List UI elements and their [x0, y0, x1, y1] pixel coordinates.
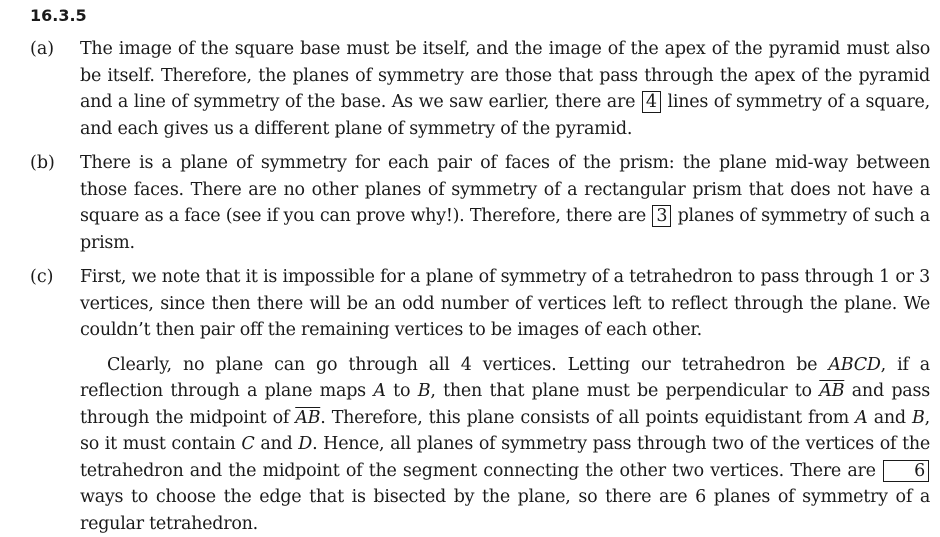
part-a-label: (a): [30, 36, 54, 63]
part-a-text-1: The image of the square base must be itself, and the image of the apex of the pyramid must also be itself. Therefore, the planes of symmetry are those that pass through the apex of the pyramid and a line of symmetry of the base. As we saw earlier, there are: [80, 39, 930, 112]
part-c-text-3: to: [393, 381, 410, 401]
part-c-text-6: . Therefore, this plane consists of all points equidistant from: [320, 408, 849, 428]
part-c-text-1: Clearly, no plane can go through all 4 vertices. Letting our tetrahedron be: [107, 355, 817, 375]
part-b-label: (b): [30, 150, 55, 177]
part-b-text-1: There is a plane of symmetry for each pair of faces of the prism: the plane mid-way between those faces. There are no other planes of symmetry of a rectangular prism that does not have a square as a face (see if you can prove why!). Therefore, there are: [80, 153, 930, 226]
vertex-b-2: B: [912, 408, 925, 428]
part-a: [30, 36, 930, 142]
vertex-b: B: [418, 381, 431, 401]
part-c-text-2: , if a reflection through a plane maps: [80, 355, 930, 402]
part-c-label: (c): [30, 264, 53, 291]
vertex-a: A: [373, 381, 385, 401]
tetrahedron-name: ABCD: [828, 355, 880, 375]
boxed-answer-c: 6: [883, 460, 929, 482]
boxed-answer-a: 4: [642, 91, 661, 113]
problem-number: 16.3.5: [30, 6, 930, 26]
vertex-c: C: [241, 434, 254, 454]
vertex-d: D: [298, 434, 312, 454]
part-c-text-8: , so it must contain: [80, 408, 930, 455]
part-b: [30, 150, 930, 256]
boxed-answer-b: 3: [652, 205, 671, 227]
vertex-a-2: A: [855, 408, 867, 428]
part-c-text-10: . Hence, all planes of symmetry pass through two of the vertices of the tetrahedron and the midpoint of the segment connecting the other two vertices. There are: [80, 434, 930, 481]
part-b-text: [80, 150, 930, 256]
part-c-paragraph-2: [80, 352, 930, 537]
part-c-text-7: and: [874, 408, 906, 428]
part-c-text-4: , then that plane must be perpendicular to: [430, 381, 812, 401]
segment-ab-2: $\overline{AB}$: [295, 408, 320, 428]
part-a-text-2: lines of symmetry of a square, and each gives us a different plane of symmetry of the pyramid.: [80, 92, 930, 139]
part-c-text-5: and pass through the midpoint of: [80, 381, 930, 428]
part-c: [30, 264, 930, 537]
part-c-text-9: and: [260, 434, 292, 454]
part-a-text: [80, 36, 930, 142]
segment-ab: $\overline{AB}$: [819, 381, 844, 401]
part-b-text-2: planes of symmetry of such a prism.: [80, 206, 930, 253]
part-c-paragraph-1: First, we note that it is impossible for a plane of symmetry of a tetrahedron to pass through 1 or 3 vertices, since then there will be an odd number of vertices left to reflect through the plane. We couldn’t then pair off the remaining vertices to be images of each other.: [80, 264, 930, 344]
part-c-text-11: ways to choose the edge that is bisected by the plane, so there are 6 planes of symmetry of a regular tetrahedron.: [80, 487, 930, 534]
